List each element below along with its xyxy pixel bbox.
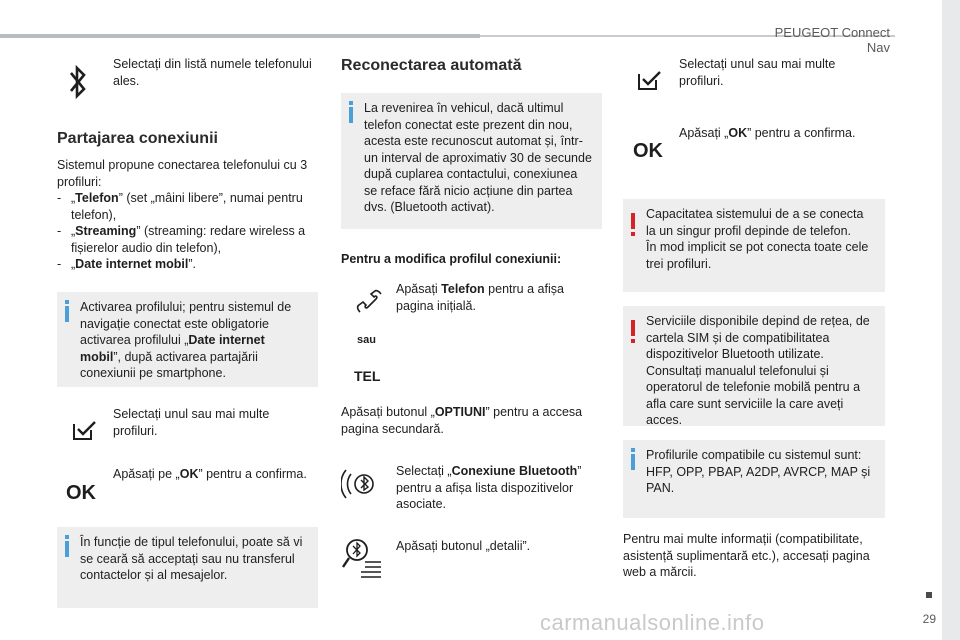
header-title: PEUGEOT Connect Nav bbox=[774, 25, 890, 55]
details-icon bbox=[341, 536, 385, 587]
warning-text: Serviciile disponibile depind de rețea, de cartela SIM și de compatibilitatea dispozitivelor Bluetooth utilizate. Consultați manualul telefonului și operatorul de telefonie mobilă pentru a afla care sunt serviciile la care aveți acces. bbox=[646, 314, 870, 427]
bluetooth-icon bbox=[66, 62, 90, 107]
warning-box-services bbox=[623, 306, 885, 426]
step-details: Apăsați butonul „detalii”. bbox=[396, 539, 531, 553]
info-text: Profilurile compatibile cu sistemul sunt: HFP, OPP, PBAP, A2DP, AVRCP, MAP și PAN. bbox=[646, 448, 871, 495]
info-marker bbox=[65, 306, 69, 322]
info-marker bbox=[631, 454, 635, 470]
checkbox-icon bbox=[637, 71, 663, 96]
step-select-profiles: Selectați unul sau mai multe profiluri. bbox=[113, 407, 270, 438]
section-title-sharing: Partajarea conexiunii bbox=[57, 130, 218, 147]
ok-icon: OK bbox=[633, 140, 663, 162]
step-options: Apăsați butonul „OPTIUNI” pentru a accesa pagina secundară. bbox=[341, 405, 583, 436]
footer-note: Pentru mai multe informații (compatibilitate, asistență suplimentară etc.), accesați pagina web a mărcii. bbox=[623, 532, 870, 579]
info-marker bbox=[349, 107, 353, 123]
info-box-contacts bbox=[57, 527, 318, 608]
modify-title: Pentru a modifica profilul conexiunii: bbox=[341, 252, 562, 266]
watermark: carmanualsonline.info bbox=[540, 610, 765, 635]
phone-icon bbox=[354, 288, 384, 323]
step-select-phone: Selectați din listă numele telefonului ales. bbox=[113, 57, 312, 88]
step-bluetooth: Selectați „Conexiune Bluetooth” pentru a afișa lista dispozitivelor asociate. bbox=[396, 464, 582, 511]
side-strip bbox=[942, 0, 960, 640]
warning-box-capacity bbox=[623, 199, 885, 292]
info-text: La revenirea în vehicul, dacă ultimul telefon conectat este prezent din nou, acesta este recunoscut automat și, într-un interval de aproximativ 30 de secunde după cuplarea contactului, conexiunea se reface fără nicio acțiune din partea dvs. (Bluetooth activat). bbox=[364, 101, 592, 214]
info-text: În funcție de tipul telefonului, poate să vi se ceară să acceptați sau nu transferul contactelor și al mesajelor. bbox=[80, 535, 303, 582]
tel-icon: TEL bbox=[354, 368, 381, 384]
warning-marker bbox=[631, 320, 635, 336]
info-marker bbox=[65, 541, 69, 557]
info-box-profiles bbox=[623, 440, 885, 518]
page-marker bbox=[926, 592, 932, 598]
info-box-reconnect bbox=[341, 93, 602, 229]
list-item: - „Date internet mobil”. bbox=[57, 257, 197, 271]
info-text: Activarea profilului; pentru sistemul de navigație conectat este obligatorie activarea profilului „Date internet mobil”, după activarea partajării conexiunii pe smartphone. bbox=[80, 300, 292, 380]
info-box-activation bbox=[57, 292, 318, 387]
step-confirm-ok: Apăsați pe „OK” pentru a confirma. bbox=[113, 467, 307, 481]
bluetooth-connection-icon bbox=[341, 462, 385, 511]
checkbox-icon bbox=[72, 421, 98, 446]
step-phone: Apăsați Telefon pentru a afișa pagina inițială. bbox=[396, 282, 564, 313]
ok-icon: OK bbox=[66, 482, 96, 504]
section-title-reconnect: Reconectarea automată bbox=[341, 57, 522, 74]
profiles-intro: Sistemul propune conectarea telefonului cu 3 profiluri: bbox=[57, 158, 308, 189]
warning-marker bbox=[631, 213, 635, 229]
sau-label: sau bbox=[357, 334, 376, 346]
header-bar bbox=[0, 34, 480, 38]
warning-text: Capacitatea sistemului de a se conecta la un singur profil depinde de telefon. În mod implicit se pot conecta toate cele trei profiluri. bbox=[646, 207, 869, 271]
step-select-profiles-2: Selectați unul sau mai multe profiluri. bbox=[679, 57, 836, 88]
step-confirm-ok-2: Apăsați „OK” pentru a confirma. bbox=[679, 126, 856, 140]
list-item: - „Telefon” (set „mâini libere”, numai pentru telefon), bbox=[57, 191, 303, 222]
page-number: 29 bbox=[922, 612, 936, 626]
profiles-list bbox=[57, 190, 317, 273]
list-item: - „Streaming” (streaming: redare wireless a fișierelor audio din telefon), bbox=[57, 224, 306, 255]
